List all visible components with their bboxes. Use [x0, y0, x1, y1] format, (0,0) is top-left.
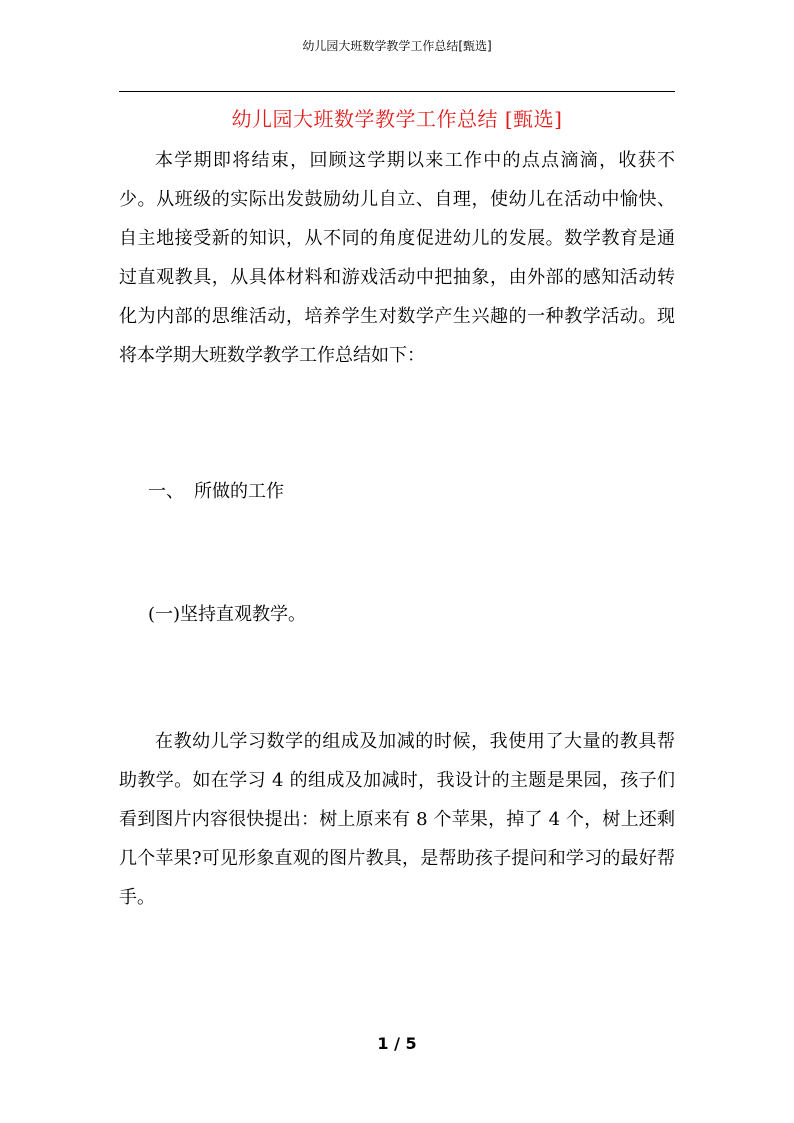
header-divider	[119, 91, 675, 92]
section-label: 所做的工作	[194, 481, 284, 502]
body-section	[119, 722, 675, 917]
intro-section	[119, 141, 675, 375]
intro-paragraph: 本学期即将结束，回顾这学期以来工作中的点点滴滴，收获不少。从班级的实际出发鼓励幼儿自立、自理，使幼儿在活动中愉快、自主地接受新的知识，从不同的角度促进幼儿的发展。数学教育是通过直观教具，从具体材料和游戏活动中把抽象，由外部的感知活动转化为内部的思维活动，培养学生对数学产生兴趣的一种教学活动。现将本学期大班数学教学工作总结如下：	[119, 150, 675, 366]
subsection-heading: (一)坚持直观教学。	[148, 604, 307, 625]
section-heading	[148, 477, 284, 507]
page-number: 1 / 5	[377, 1034, 417, 1053]
section-number: 一、	[148, 481, 184, 502]
document-title: 幼儿园大班数学教学工作总结 [甄选]	[231, 107, 563, 131]
body-paragraph: 在教幼儿学习数学的组成及加减的时候，我使用了大量的教具帮助教学。如在学习 4 的组成及加减时，我设计的主题是果园，孩子们看到图片内容很快提出：树上原来有 8 个苹果，掉了 4 个，树上还剩几个苹果?可见形象直观的图片教具，是帮助孩子提问和学习的最好帮手。	[119, 731, 675, 908]
running-header: 幼儿园大班数学教学工作总结[甄选]	[302, 39, 492, 53]
